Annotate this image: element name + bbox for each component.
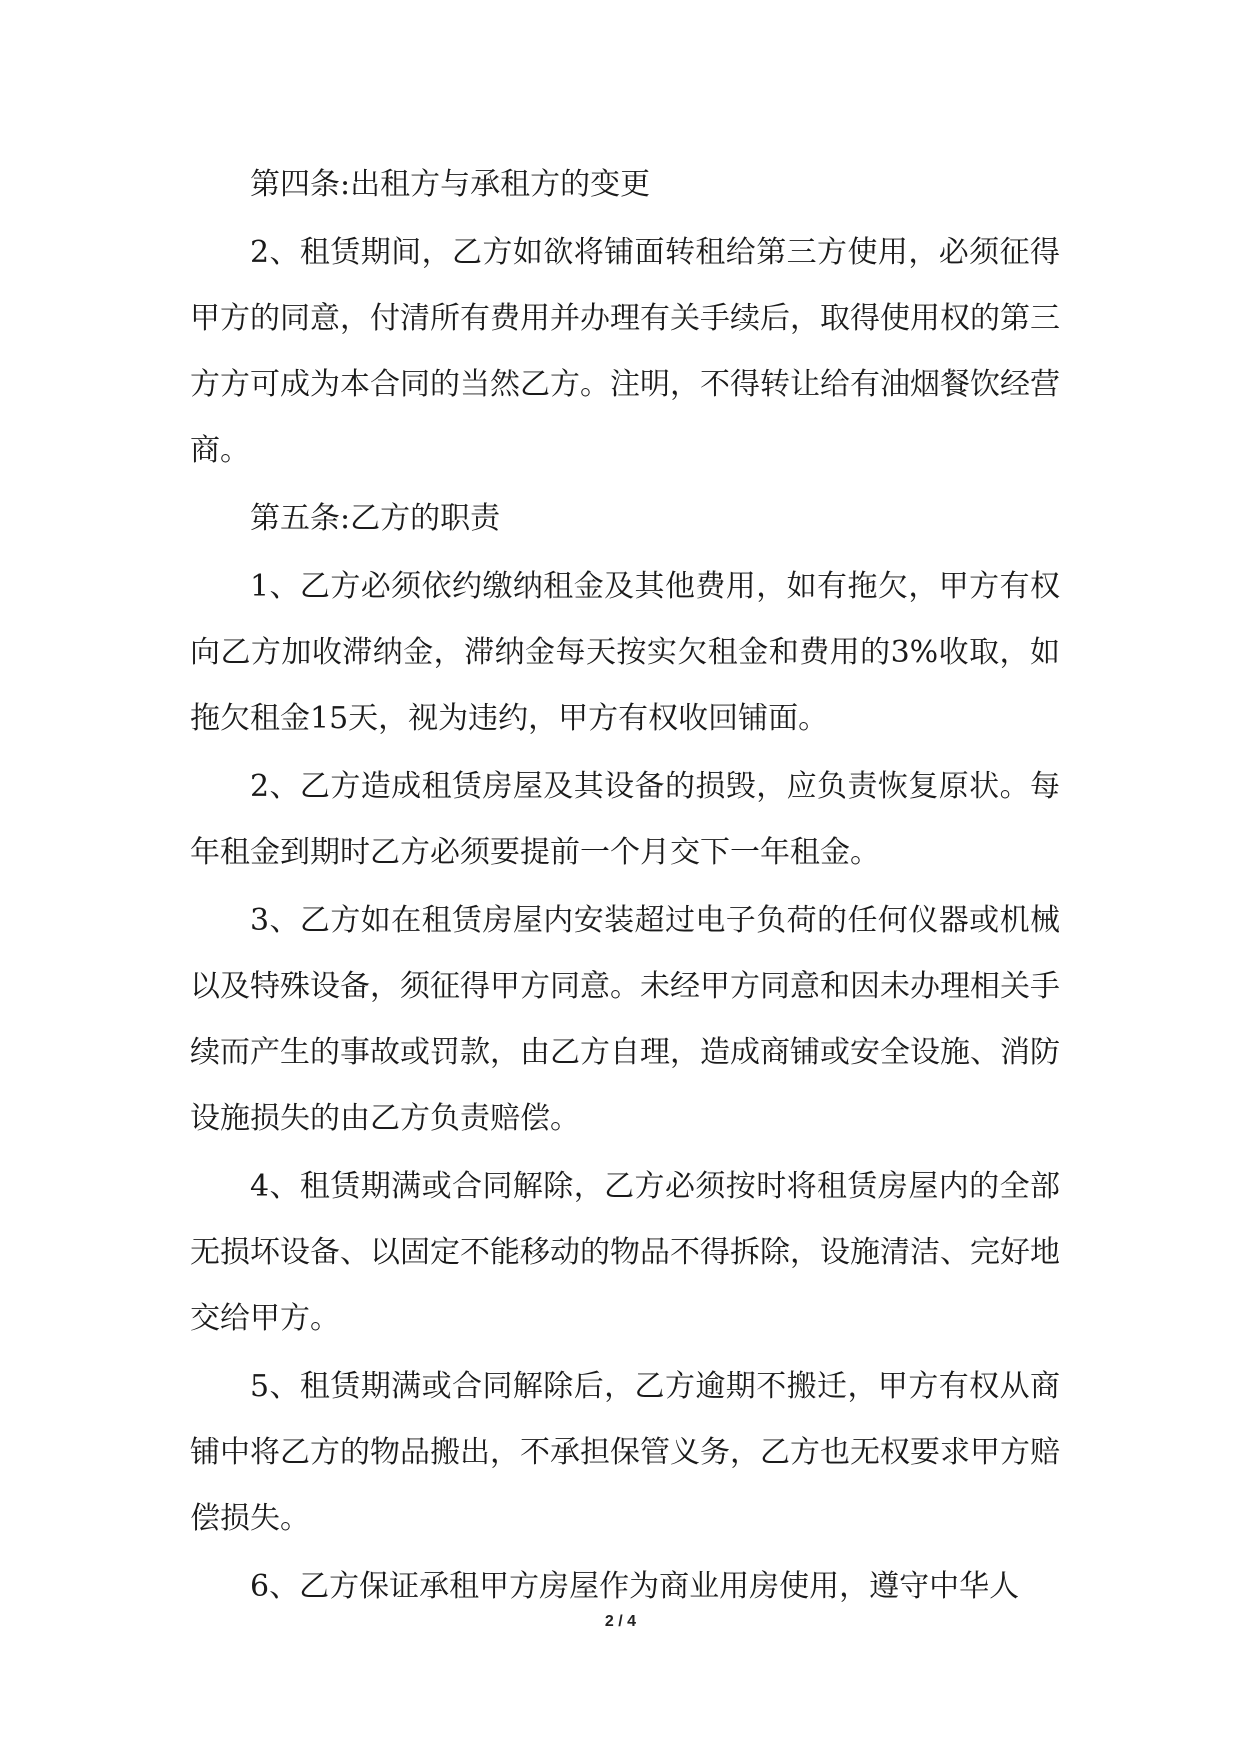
page-number: 2 / 4 [604,1613,637,1630]
paragraph: 6、乙方保证承租甲方房屋作为商业用房使用，遵守中华人 [250,1569,1020,1604]
paragraph: 2、租赁期间，乙方如欲将铺面转租给第三方使用，必须征得甲方的同意，付清所有费用并办理有关手续后，取得使用权的第三方方可成为本合同的当然乙方。注明，不得转让给有油烟餐饮经营商。 [190,235,1060,468]
paragraph: 3、乙方如在租赁房屋内安装超过电子负荷的任何仪器或机械以及特殊设备，须征得甲方同意。未经甲方同意和因未办理相关手续而产生的事故或罚款，由乙方自理，造成商铺或安全设施、消防设施损失的由乙方负责赔偿。 [190,903,1060,1136]
paragraph: 4、租赁期满或合同解除，乙方必须按时将租赁房屋内的全部无损坏设备、以固定不能移动的物品不得拆除，设施清洁、完好地交给甲方。 [190,1169,1060,1336]
document-body [190,152,1060,1622]
paragraph: 1、乙方必须依约缴纳租金及其他费用，如有拖欠，甲方有权向乙方加收滞纳金，滞纳金每天按实欠租金和费用的3%收取，如拖欠租金15天，视为违约，甲方有权收回铺面。 [190,569,1060,736]
article-4-heading: 第四条:出租方与承租方的变更 [250,167,651,202]
article-5-heading: 第五条:乙方的职责 [250,501,501,536]
paragraph: 5、租赁期满或合同解除后，乙方逾期不搬迁，甲方有权从商铺中将乙方的物品搬出，不承担保管义务，乙方也无权要求甲方赔偿损失。 [190,1369,1060,1536]
paragraph: 2、乙方造成租赁房屋及其设备的损毁，应负责恢复原状。每年租金到期时乙方必须要提前一个月交下一年租金。 [190,769,1060,870]
